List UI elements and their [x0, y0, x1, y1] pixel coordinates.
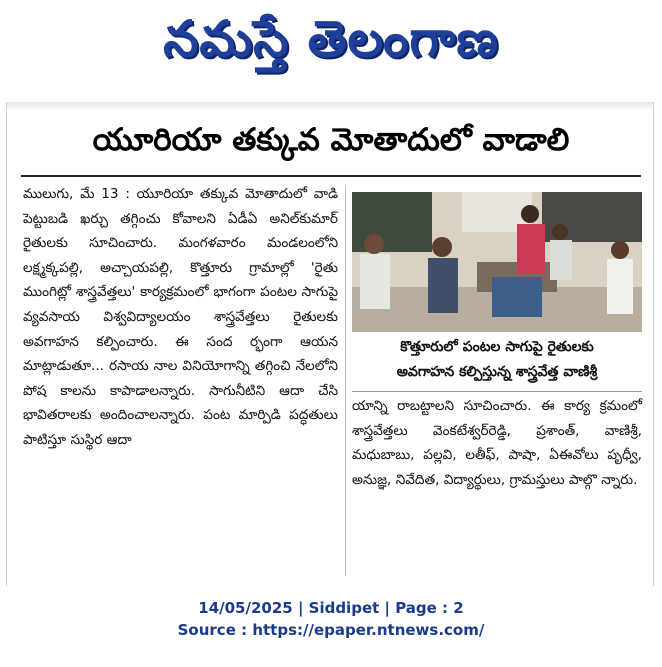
- caption-divider: [352, 391, 642, 392]
- article-photo: [352, 192, 642, 332]
- article-column-right: [352, 394, 642, 492]
- headline-divider: [21, 175, 641, 177]
- footer: [0, 597, 662, 641]
- caption-line-1: కొత్తూరులో పంటల సాగుపై రైతులకు: [400, 339, 594, 355]
- article-body-right: యాన్ని రాబట్టాలని సూచించారు. ఈ కార్య క్రమంలో శాస్త్రవేత్తలు వెంకటేశ్వర్‌రెడ్డి, ప్రశాంత్‌, వాణిశ్రీ, మధుబాబు, పల్లవి, లతీఫ్‌, పాషా, ఏఈవోలు పృధ్వీ, అనుజ్ఞ, నివేదిత, విద్యార్థులు, గ్రామస్తులు పాల్గొ న్నారు.: [352, 398, 642, 488]
- edition-info: 14/05/2025 | Siddipet | Page : 2: [198, 599, 464, 617]
- source-link[interactable]: Source : https://epaper.ntnews.com/: [177, 621, 485, 639]
- newspaper-logo: నమస్తే తెలంగాణ: [163, 9, 499, 68]
- article-clipping: [6, 102, 654, 586]
- masthead: [0, 0, 662, 90]
- photo-illustration: [352, 192, 642, 332]
- clipping-edge: [7, 102, 653, 110]
- article-headline: యూరియా తక్కువ మోతాదులో వాడాలి: [92, 122, 570, 158]
- photo-caption: [352, 335, 642, 385]
- column-divider: [345, 186, 346, 576]
- caption-line-2: అవగాహన కల్పిస్తున్న శాస్త్రవేత్త వాణిశ్రీ: [396, 364, 598, 380]
- article-body-left: ములుగు, మే 13 : యూరియా తక్కువ మోతాదులో వాడి పెట్టుబడి ఖర్చు తగ్గించు కోవాలని ఏడీఏ అనిల్‌కుమార్‌ రైతులకు సూచించారు. మంగళవారం మండలంలోని లక్ష్మక్కపల్లి, అచ్చాయపల్లి, కొత్తూరు గ్రామాల్లో 'రైతు ముంగిట్లో శాస్త్రవేత్తలు' కార్యక్రమంలో భాగంగా పంటల సాగుపై వ్యవసాయ విశ్వవిద్యాలయం శాస్త్రవేత్తలు రైతులకు అవగాహన కల్పించారు. ఈ సంద ర్భంగా ఆయన మాట్లాడుతూ... రసాయ నాల వినియోగాన్ని తగ్గించి నేలలోని పోష కాలను కాపాడాలన్నారు. సాగునీటిని ఆదా చేసి భావితరాలకు అందించాలన్నారు. పంట మార్పిడి పద్ధతులు పాటిస్తూ సుస్థిర ఆదా: [23, 186, 338, 448]
- article-column-left: [23, 182, 338, 453]
